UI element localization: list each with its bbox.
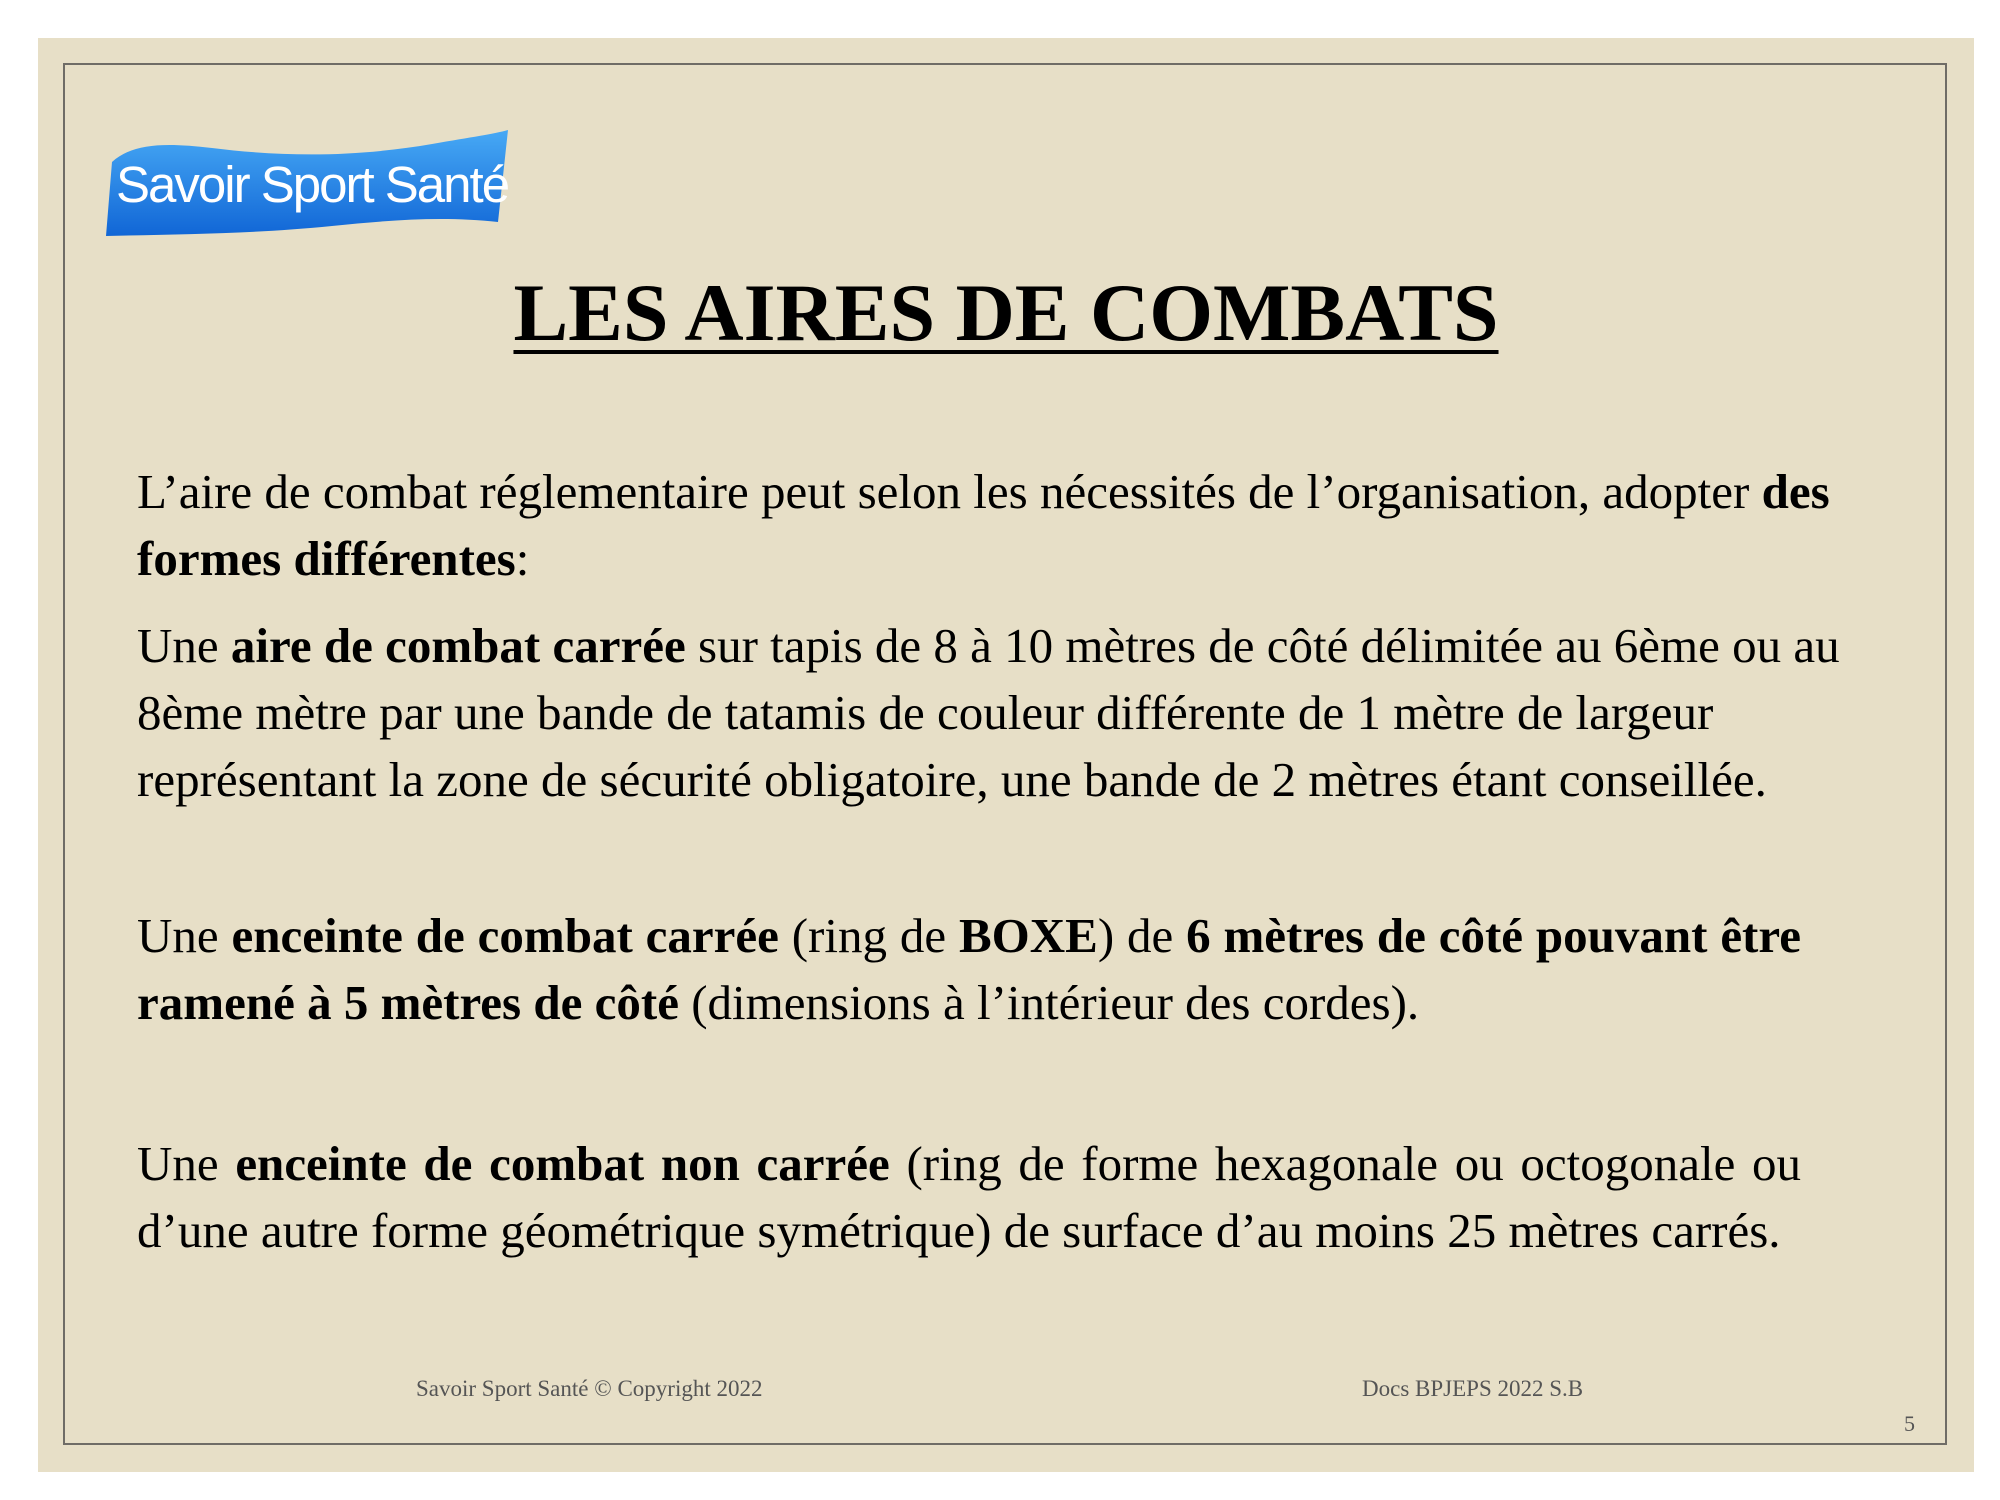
slide xyxy=(38,38,1974,1472)
logo-text: Savoir Sport Santé xyxy=(116,156,509,213)
page-title: LES AIRES DE COMBATS xyxy=(513,267,1499,358)
emphasis-aire-carree: aire de combat carrée xyxy=(230,618,686,673)
paragraph-enceinte-carree: Une enceinte de combat carrée (ring de BOXE) de 6 mètres de côté pouvant être ramené à 5 mètres de côté (dimensions à l’intérieur des cordes). xyxy=(137,908,1801,1030)
savoir-sport-sante-logo xyxy=(102,122,512,238)
paragraph-intro: L’aire de combat réglementaire peut selon les nécessités de l’organisation, adopter des formes différentes: xyxy=(137,464,1830,586)
paragraph-enceinte-non-carree: Une enceinte de combat non carrée (ring de forme hexagonale ou octogonale ou d’une autre forme géométrique symétrique) de surface d’au moins 25 mètres carrés. xyxy=(137,1136,1802,1258)
emphasis-boxe: BOXE xyxy=(958,908,1098,963)
page-number: 5 xyxy=(1904,1411,1915,1436)
paragraph-aire-carree: Une aire de combat carrée sur tapis de 8 à 10 mètres de côté délimitée au 6ème ou au 8ème mètre par une bande de tatamis de couleur différente de 1 mètre de largeur représentant la zone de sécurité obligatoire, une bande de 2 mètres étant conseillée. xyxy=(137,618,1840,807)
footer-docs: Docs BPJEPS 2022 S.B xyxy=(1362,1376,1584,1401)
footer-copyright: Savoir Sport Santé © Copyright 2022 xyxy=(416,1376,763,1401)
emphasis-enceinte-carree: enceinte de combat carrée xyxy=(231,908,779,963)
emphasis-dimensions: 6 mètres de côté pouvant être ramené à 5 mètres de côté xyxy=(137,908,1801,1030)
emphasis-enceinte-non-carree: enceinte de combat non carrée xyxy=(235,1136,890,1191)
emphasis-formes-differentes: des formes différentes xyxy=(137,464,1830,586)
